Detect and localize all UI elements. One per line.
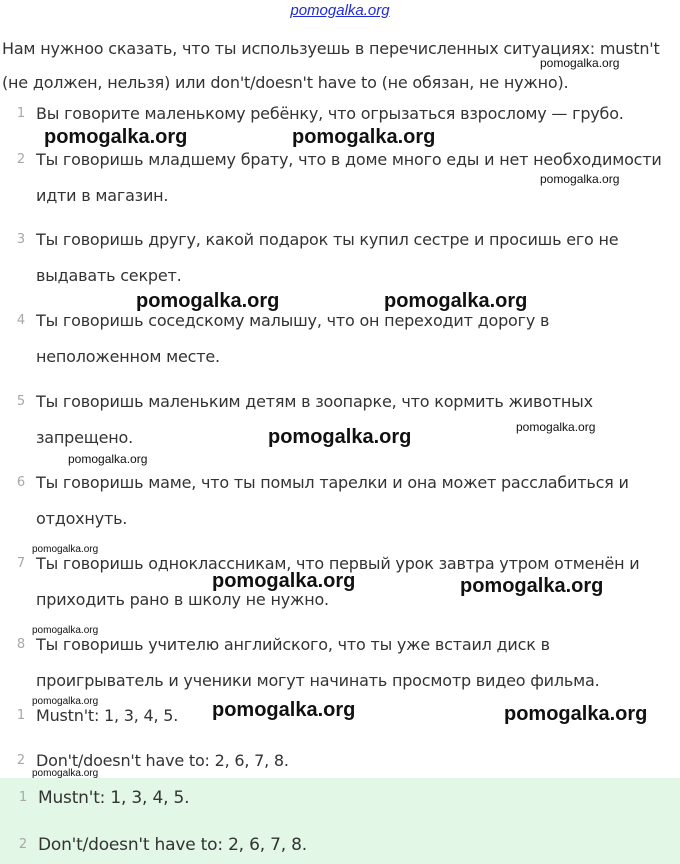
item-number: 8 <box>16 637 26 652</box>
item-number: 2 <box>16 152 26 167</box>
answer-number: 1 <box>16 708 26 723</box>
watermark: pomogalka.org <box>68 452 148 466</box>
item-text: Ты говоришь младшему брату, что в доме много еды и нет необходимости <box>36 150 662 169</box>
item-number: 3 <box>16 232 26 247</box>
watermark: pomogalka.org <box>32 696 99 707</box>
highlighted-answer-box <box>0 778 680 864</box>
item-text: запрещено. <box>36 428 134 447</box>
answer-number: 1 <box>18 790 28 805</box>
watermark: pomogalka.org <box>292 126 436 148</box>
item-text: Ты говоришь соседскому малышу, что он переходит дорогу в <box>36 311 550 330</box>
item-text: Ты говоришь маленьким детям в зоопарке, что кормить животных <box>36 392 593 411</box>
item-number: 5 <box>16 394 26 409</box>
watermark: pomogalka.org <box>504 703 648 725</box>
item-text: отдохнуть. <box>36 509 128 528</box>
watermark: pomogalka.org <box>212 699 356 721</box>
watermark: pomogalka.org <box>32 625 99 636</box>
answer-text: Don't/doesn't have to: 2, 6, 7, 8. <box>38 835 307 855</box>
item-text: идти в магазин. <box>36 186 169 205</box>
item-text: Ты говоришь одноклассникам, что первый урок завтра утром отменён и <box>36 554 640 573</box>
intro-line-1: Нам нужноо сказать, что ты используешь в перечисленных ситуациях: mustn't <box>2 39 660 58</box>
item-text: выдавать секрет. <box>36 266 182 285</box>
watermark: pomogalka.org <box>268 426 412 448</box>
item-text: приходить рано в школу не нужно. <box>36 590 329 609</box>
site-brand-link[interactable]: pomogalka.org <box>290 2 390 19</box>
watermark: pomogalka.org <box>460 575 604 597</box>
item-text: Ты говоришь учителю английского, что ты уже встаил диск в <box>36 635 550 654</box>
watermark: pomogalka.org <box>32 768 99 779</box>
answer-number: 2 <box>16 753 26 768</box>
watermark: pomogalka.org <box>44 126 188 148</box>
watermark: pomogalka.org <box>384 290 528 312</box>
watermark: pomogalka.org <box>516 420 596 434</box>
answer-text: Mustn't: 1, 3, 4, 5. <box>38 788 190 808</box>
item-text: проигрыватель и ученики могут начинать просмотр видео фильма. <box>36 671 600 690</box>
item-number: 7 <box>16 556 26 571</box>
watermark: pomogalka.org <box>32 544 99 555</box>
watermark: pomogalka.org <box>540 56 620 70</box>
intro-line-2: (не должен, нельзя) или don't/doesn't have to (не обязан, не нужно). <box>2 73 569 92</box>
answer-text: Don't/doesn't have to: 2, 6, 7, 8. <box>36 751 289 770</box>
item-text: Вы говорите маленькому ребёнку, что огрызаться взрослому — грубо. <box>36 104 624 123</box>
item-number: 1 <box>16 106 26 121</box>
watermark: pomogalka.org <box>212 570 356 592</box>
item-number: 4 <box>16 313 26 328</box>
answer-number: 2 <box>18 837 28 852</box>
item-text: Ты говоришь маме, что ты помыл тарелки и она может расслабиться и <box>36 473 629 492</box>
watermark: pomogalka.org <box>540 172 620 186</box>
item-text: неположенном месте. <box>36 347 220 366</box>
item-number: 6 <box>16 475 26 490</box>
item-text: Ты говоришь другу, какой подарок ты купил сестре и просишь его не <box>36 230 619 249</box>
answer-text: Mustn't: 1, 3, 4, 5. <box>36 706 179 725</box>
watermark: pomogalka.org <box>136 290 280 312</box>
